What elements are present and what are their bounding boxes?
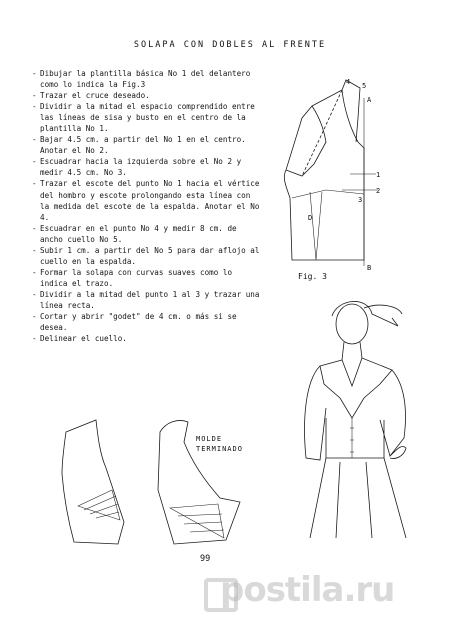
document-page [10, 10, 450, 610]
page-title: SOLAPA CON DOBLES AL FRENTE [133, 40, 327, 50]
instruction-step: - Cortar y abrir "godet" de 4 cm. o más si se desea. [32, 311, 262, 333]
figure-caption: Fig. 3 [298, 272, 327, 281]
dart-lines [292, 190, 364, 260]
instruction-step: - Dividir a la mitad del punto 1 al 3 y trazar una línea recta. [32, 289, 262, 311]
point-label-d: D [308, 214, 313, 222]
point-label-1: 1 [376, 171, 381, 179]
page-number: 99 [200, 554, 211, 564]
point-label-b: B [367, 264, 372, 272]
point-label-5: 5 [362, 82, 367, 90]
instruction-step: - Formar la solapa con curvas suaves como lo indica el trazo. [32, 267, 262, 289]
blouse-buttons [350, 418, 354, 458]
point-label-a: A [367, 96, 372, 104]
lapel-outline [286, 106, 326, 176]
watermark: postila.ru [220, 570, 395, 610]
headscarf [332, 301, 402, 326]
point-label-3: 3 [358, 196, 363, 204]
finished-pattern-pieces [54, 410, 254, 550]
instruction-step: - Delinear el cuello. [32, 333, 262, 344]
blouse-collar [320, 358, 392, 418]
instruction-step: - Dibujar la plantilla básica No 1 del delantero como lo indica la Fig.3 [32, 68, 262, 90]
skirt [310, 458, 406, 538]
instruction-step: - Escuadrar hacia la izquierda sobre el No 2 y medir 4.5 cm. No 3. [32, 156, 262, 178]
collar-outline [342, 80, 360, 142]
pattern-piece-left-lapel [78, 490, 120, 520]
front-bodice-outline [284, 90, 364, 260]
instruction-step: - Dividir a la mitad el espacio comprendido entre las líneas de sisa y busto en el centro de la plantilla No 1. [32, 101, 262, 134]
pattern-piece-right-lapel [170, 504, 224, 538]
lapel-fold-line [302, 90, 342, 176]
pattern-piece-left [62, 420, 124, 544]
point-label-4: 4 [346, 78, 351, 86]
instruction-step: - Trazar el escote del punto No 1 hacia el vértice del hombro y escote prolongando esta línea con la medida del escote de la espalda. Anotar el No 4. [32, 178, 262, 222]
fashion-illustration [280, 288, 435, 538]
instruction-list [32, 68, 262, 344]
head [336, 304, 368, 344]
pattern-draft-figure [272, 78, 392, 273]
instruction-step: - Escuadrar en el punto No 4 y medir 8 cm. de ancho cuello No 5. [32, 223, 262, 245]
point-label-2: 2 [376, 187, 381, 195]
finished-pattern-caption: MOLDE TERMINADO [196, 435, 243, 453]
instruction-step: - Subir 1 cm. a partir del No 5 para dar aflojo al cuello en la espalda. [32, 245, 262, 267]
instruction-step: - Bajar 4.5 cm. a partir del No 1 en el centro. Anotar el No 2. [32, 134, 262, 156]
neck [342, 342, 362, 360]
instruction-step: - Trazar el cruce deseado. [32, 90, 262, 101]
